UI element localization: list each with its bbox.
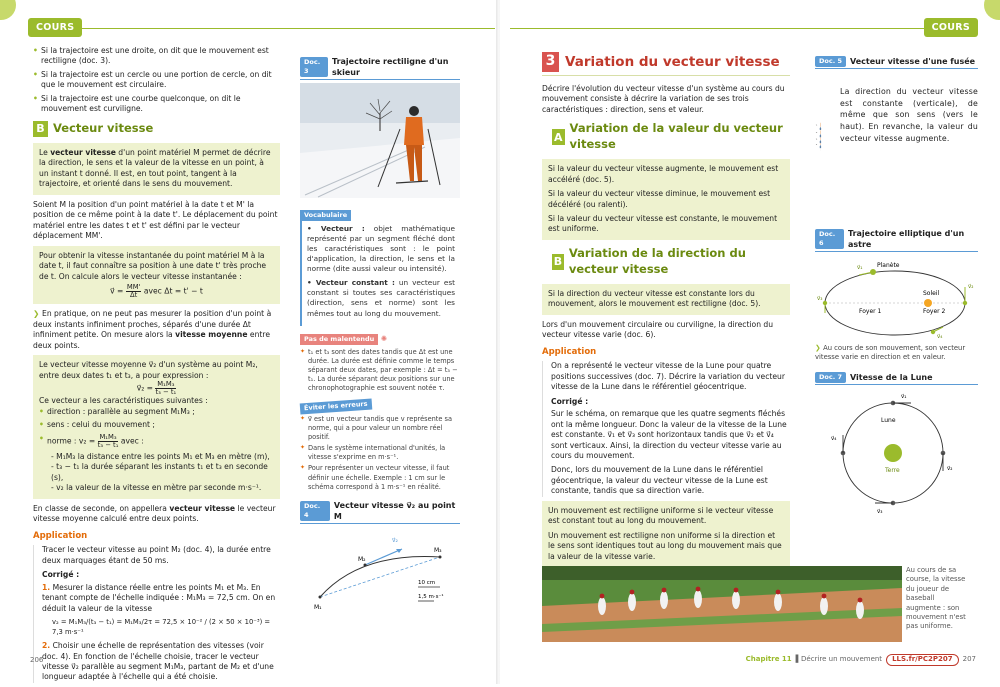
fraction [155,381,176,396]
list-item: ✦ t₁ et t₃ sont des dates tandis que Δt est une durée. La durée est définie comme le temps séparant deux dates, par exemple : Δt = t₃ − t₁. La durée séparant deux positions sur une chronophotographie est souvent notée τ. [300,348,460,393]
doc-title: Trajectoire rectiligne d'un skieur [332,57,449,78]
step-text: Choisir une échelle de représentation des vitesses (voir doc. 4). En fonction de l'échelle choisie, tracer le vecteur vitesse v⃗₂ parallèle au segment M₁M₃, partant de M₂ et d'une longueur adaptée à l'échelle qui a été choisie. [42,641,274,682]
text: entre deux points. [33,330,271,350]
baseball-photo [542,566,902,642]
doc-tag: Doc. 7 [815,372,846,383]
step-text: Mesurer la distance réelle entre les points M₁ et M₃. En tenant compte de l'échelle indiquée : M₁M₃ = 72,5 cm. On en déduit la valeur de la vitesse [42,582,276,613]
text: En classe de seconde, on appellera [33,503,170,513]
left-page [0,0,497,684]
list-item: • Si la trajectoire est une droite, on dit que le mouvement est rectiligne (doc. 3). [33,46,280,67]
label-v4: v⃗₄ [815,125,818,127]
label-v3: v⃗₃ [815,133,818,135]
paragraph: ❯ En pratique, on ne peut pas mesurer la position d'un point à deux instants infiniment proches, séparés d'une durée Δt infiniment petite. On mesure alors la vitesse moyenne entre deux points. [33,309,272,350]
step-number: 2. [42,641,51,651]
norme-sublist [39,452,274,494]
label-foyer1: Foyer 1 [859,308,882,316]
label-soleil: Soleil [923,290,940,298]
list-item: ✦ Pour représenter un vecteur vitesse, il faut définir une échelle. Exemple : 1 cm sur le schéma correspond à 1 m·s⁻¹ en réalité. [300,464,460,491]
rocket-icon [820,130,821,137]
cours-badge-left: COURS [28,18,82,37]
step-2 [42,641,280,683]
paragraph: Tracer le vecteur vitesse au point M₂ (doc. 4), la durée entre deux marquages étant de 50 ms. [42,545,271,565]
caption-text: Au cours de son mouvement, son vecteur vitesse varie en direction et en valeur. [815,343,966,361]
equation-rhs: avec Δt = t' − t [143,286,203,296]
pas-tag: Pas de malentendu [300,334,378,345]
label-lune: Lune [881,417,896,425]
sun-icon [924,299,932,307]
eviter-erreurs-block [300,401,460,492]
label-m1: M₁ [314,603,322,611]
section-title: Variation du vecteur vitesse [565,53,780,70]
section-b-box [542,284,790,315]
vocab-entry [307,224,455,274]
corner-decoration-left [0,0,16,20]
step-1-equation: v₂ = M₁M₃/(t₃ − t₁) = M₁M₃/2τ = 72,5 × 10⁻² / (2 × 50 × 10⁻³) = 7,3 m·s⁻¹ [52,618,271,636]
vocabulary-block [300,210,460,326]
chapter-title: ▌Décrire un mouvement [795,655,883,664]
label-v2: v⃗₂ [392,536,398,544]
earth-icon [884,444,902,462]
numerator: MM' [126,282,141,291]
paragraph: Si la valeur du vecteur vitesse diminue, le mouvement est décéléré (ou ralenti). [548,189,771,209]
rocket-icon [820,137,821,143]
label-v2: v⃗₂ [968,284,974,291]
label-foyer2: Foyer 2 [923,308,946,316]
doc6-block [815,228,978,362]
corrige-label: Corrigé : [42,570,80,580]
label-m3: M₃ [434,546,442,554]
equation [39,284,274,299]
left-main-column [33,46,280,687]
paragraph: Donc, lors du mouvement de la Lune dans le référentiel géocentrique, la valeur du vecteur vitesse de la Lune est constante, tandis que sa direction varie. [551,465,768,496]
paragraph: Sur le schéma, on remarque que les quatre segments fléchés ont la même longueur. Donc la valeur de la vitesse de la Lune est constante. v⃗₁ et v⃗₃ sont horizontaux tandis que v⃗₂ et v⃗₄ sont verticaux. Ainsi, la direction du vecteur vitesse varie au cours du mouvement. [551,409,787,460]
section-number: 3 [542,52,559,72]
section-letter: B [33,121,48,137]
baseball-caption: Au cours de sa course, la vitesse du joueur de baseball augmente : son mouvement n'est pas uniforme. [906,566,966,631]
rocket-icon [820,123,821,130]
right-side-column [815,56,978,522]
text: avec : [120,436,144,446]
section-3-heading [542,52,790,76]
section-title: Vecteur vitesse [53,120,154,135]
label-v2: v⃗₂ [947,466,953,473]
bold-term: vitesse moyenne [175,330,248,340]
paragraph: Ce vecteur a les caractéristiques suivantes : [39,396,208,406]
lightbulb-icon: ✺ [380,333,388,343]
vocab-term: • Vecteur : [307,224,365,234]
label-v4: v⃗₄ [937,334,943,341]
doc-tag: Doc. 5 [815,56,846,67]
label-v3: v⃗₃ [877,509,883,516]
label-v1: v⃗₁ [901,394,907,401]
fraction [126,284,142,299]
paragraph [33,504,280,525]
label-v1: v⃗₁ [857,265,863,272]
list-item: ✦ v⃗ est un vecteur tandis que v représente sa norme, qui a pour valeur un nombre réel positif. [300,415,460,442]
pas-list [300,348,460,393]
paragraph: On a représenté le vecteur vitesse de la Lune pour quatre positions successives (doc. 7). Décrire la variation du vecteur vitesse de la Lune dans le référentiel géocentrique. [551,361,785,392]
list-item: - t₃ − t₁ la durée séparant les instants t₁ et t₃ en seconde (s), [51,462,268,482]
section-title: Variation de la direction du vecteur vitesse [568,245,746,276]
vocab-tag: Vocabulaire [300,210,351,221]
list-item: ✦ Dans le système international d'unités, la vitesse s'exprime en m·s⁻¹. [300,444,460,462]
doc6-heading [815,228,978,252]
right-main-column [542,52,790,572]
equation-lhs: v⃗ = [110,286,124,296]
bold-term: vecteur vitesse [169,503,236,513]
text: le vecteur vitesse moyenne calculé entre deux points. [33,503,276,524]
skier-photo [300,83,460,198]
header-rule-left [75,28,495,29]
footer-right [746,654,976,666]
numerator: M₁M₃ [157,380,175,389]
vocab-box [300,221,460,326]
doc5-heading [815,56,978,69]
ellipse-diagram [815,255,978,340]
corner-decoration-right [984,0,1000,20]
rocket-icon [820,143,821,148]
doc5-text: La direction du vecteur vitesse est constante (verticale), de même que son sens (vers le haut). En revanche, la valeur du vecteur vitesse augmente. [840,87,978,143]
scale-label-distance: 10 cm [418,579,436,586]
scale-label-speed: 1,5 m·s⁻¹ [418,593,444,600]
section-title: Variation de la valeur du vecteur vitesse [569,121,783,152]
corrige-label: Corrigé : [551,396,589,406]
cours-badge-right: COURS [924,18,978,37]
doc5-content [815,72,978,202]
section-letter: A [552,129,565,145]
section-letter: B [553,255,563,269]
average-speed-box [33,355,280,499]
page-number-right: 207 [962,655,976,664]
fraction [98,434,119,449]
label-terre: Terre [885,467,900,475]
doc4-heading [300,500,460,524]
doc3-heading [300,56,460,80]
paragraph: Un mouvement est rectiligne non uniforme si la direction et le sens sont identiques tout au long du mouvement mais que la valeur de la vitesse varie. [548,530,782,561]
paragraph: Si la valeur du vecteur vitesse est constante, le mouvement est uniforme. [548,214,778,234]
paragraph: Pour obtenir la vitesse instantanée du point matériel M à la date t, il faut connaître sa position à une date t' très proche de t. On calcule alors le vecteur vitesse instantanée : [39,250,267,281]
vocab-entry [307,278,455,318]
step-1 [42,583,280,614]
equation [39,381,274,396]
eviter-list [300,415,460,492]
paragraph: Si la direction du vecteur vitesse est constante lors du mouvement, alors le mouvement est rectiligne (doc. 5). [548,288,761,309]
instant-speed-box [33,246,280,305]
definition-box [33,143,280,195]
definition-text: Le [39,147,51,157]
definition-term: vecteur vitesse [50,147,116,157]
pas-de-malentendu-block [300,334,460,393]
eviter-tag: Éviter les erreurs [300,399,372,415]
list-item: • direction : parallèle au segment M₁M₃ ; [39,407,274,417]
list-item: - v₂ la valeur de la vitesse en mètre par seconde m·s⁻¹. [51,483,262,493]
doc6-caption: ❯ Au cours de son mouvement, son vecteur vitesse varie en direction et en valeur. [815,343,966,361]
label-planete: Planète [877,262,900,270]
section-a-box [542,159,790,240]
paragraph: Soient M la position d'un point matériel à la date t et M' la position de ce même point à la date t'. Le déplacement du point matériel entre les dates t et t' est défini par le vecteur déplacement MM'. [33,199,278,241]
moon-orbit-diagram [815,388,978,518]
doc7-block [815,372,978,522]
list-item: • Si la trajectoire est un cercle ou une portion de cercle, on dit que le mouvement est circulaire. [33,70,280,91]
paragraph: Si la valeur du vecteur vitesse augmente, le mouvement est accéléré (doc. 5). [548,164,779,184]
paragraph: Le vecteur vitesse moyenne v⃗₂ d'un système au point M₂, entre deux dates t₁ et t₃, a pour expression : [39,360,258,380]
doc-title: Vecteur vitesse d'une fusée [849,57,976,66]
list-item [39,434,274,449]
section-b-heading [33,121,280,137]
numerator: M₁M₃ [99,432,117,441]
label-v1: v⃗₁ [815,144,818,146]
label-v4: v⃗₄ [831,436,837,443]
label-v2: v⃗₂ [815,139,818,141]
rocket-diagram [815,72,824,202]
application-heading: Application [33,530,88,541]
denominator: t₃ − t₁ [155,388,177,397]
right-page [500,0,1000,684]
vocab-term: • Vecteur constant : [307,278,395,288]
header-rule-right [510,28,925,29]
left-side-column [300,56,460,620]
paragraph: Lors d'un mouvement circulaire ou curviligne, la direction du vecteur vitesse varie (doc. 6). [542,319,774,340]
doc4-block [300,500,460,621]
text: En pratique, on ne peut pas mesurer la position d'un point à deux instants infiniment proches, séparés d'une durée Δt infiniment petite. On mesure alors la [33,309,272,340]
page-number-left: 206 [30,656,44,665]
doc-title: Trajectoire elliptique d'un astre [848,229,965,250]
doc4-diagram [300,527,460,617]
doc-tag: Doc. 4 [300,501,330,521]
denominator: t₃ − t₁ [97,440,119,449]
step-number: 1. [42,582,51,592]
doc7-heading [815,372,978,385]
vocab-definition: un vecteur est constant si toutes ses caractéristiques (direction, sens et norme) sont les mêmes tout au long du mouvement. [307,278,455,318]
list-item: • sens : celui du mouvement ; [39,420,274,430]
label-v3: v⃗₃ [817,296,823,303]
paragraph: Un mouvement est rectiligne uniforme si le vecteur vitesse est constant tout au long du mouvement. [548,505,774,526]
summary-box [542,501,790,567]
vocab-definition: objet mathématique représenté par un segment fléché dont les caractéristiques sont : le point d'application, la direction, le sens et la norme (dite aussi valeur ou intensité). [307,224,455,274]
application-block [33,545,280,682]
doc-title: Vecteur vitesse v⃗₂ au point M [333,500,456,521]
application-block [542,361,790,497]
list-item: • Si la trajectoire est une courbe quelconque, on dit le mouvement est curviligne. [33,94,280,115]
lls-link[interactable]: LLS.fr/PC2P207 [886,654,959,666]
paragraph: Décrire l'évolution du vecteur vitesse d'un système au cours du mouvement consiste à décrire la variation de ses trois caractéristiques : direction, sens et valeur. [542,84,785,114]
denominator: Δt [129,291,138,300]
label-m2: M₂ [358,555,366,563]
doc-tag: Doc. 6 [815,229,844,249]
doc-tag: Doc. 3 [300,57,328,77]
section-a-heading [552,121,790,153]
equation-lhs: v⃗₂ = [136,383,154,393]
application-heading: Application [542,346,597,357]
definition-text: d'un point matériel M permet de décrire la direction, le sens et la valeur de la vitesse en un point, à un instant t donné. Il est, en tout point, tangent à la trajectoire, et orienté dans le sens du mouvement. [39,147,271,189]
list-item: - M₁M₃ la distance entre les points M₁ et M₃ en mètre (m), [51,451,270,461]
text: norme : v₂ = [47,436,96,446]
doc-title: Vitesse de la Lune [849,373,933,383]
section-b-heading [552,246,790,278]
chapter-label: Chapitre 11 [745,655,792,664]
